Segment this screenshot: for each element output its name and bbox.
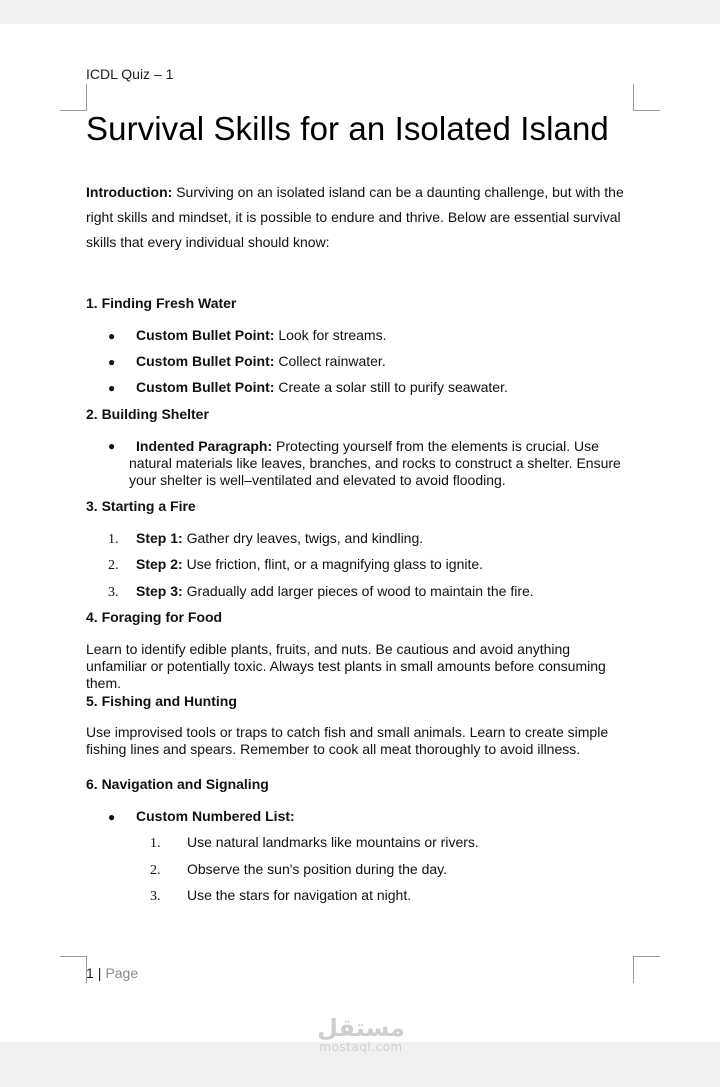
bullet-icon: ● [108,329,116,343]
item-label: Step 2: [136,556,183,572]
item-number: 1. [150,836,161,851]
item-text: Protecting yourself from the elements is crucial. Use natural materials like leaves, branches, and rocks to construct a shelter. Ensure your shelter is well–ventilated and elevated to avoid flooding. [129,438,621,488]
item-number: 3. [108,585,119,600]
bullet-icon: ● [108,381,116,395]
page-title: Survival Skills for an Isolated Island [86,110,609,147]
item-text: Observe the sun's position during the day. [187,861,448,877]
item-text: Use the stars for navigation at night. [187,887,412,903]
section-heading-shelter: 2. Building Shelter [86,406,209,422]
item-label: Custom Numbered List: [136,808,295,824]
page-number: 1 [86,965,94,981]
item-text: Gather dry leaves, twigs, and kindling. [182,530,424,546]
sub-list-item [150,861,447,879]
item-text: Create a solar still to purify seawater. [274,379,508,395]
item-label: Custom Bullet Point: [136,379,275,395]
indented-paragraph [108,438,628,489]
item-label: Custom Bullet Point: [136,327,275,343]
bullet-icon: ● [108,439,116,453]
item-text: Look for streams. [274,327,387,343]
hunting-paragraph: Use improvised tools or traps to catch fish and small animals. Learn to create simple fishing lines and spears. Remember to cook all meat thoroughly to avoid illness. [86,724,609,757]
section-heading-hunting: 5. Fishing and Hunting [86,693,237,709]
bullet-icon: ● [108,810,116,824]
food-paragraph: Learn to identify edible plants, fruits, and nuts. Be cautious and avoid anything unfamiliar or potentially toxic. Always test plants in small amounts before consuming them. [86,641,606,691]
list-item [108,808,295,824]
crop-mark-bottom-right [633,956,660,983]
list-item [108,379,508,395]
item-label: Step 3: [136,583,183,599]
page-label: Page [105,965,139,981]
watermark-logo [316,1016,406,1054]
section-heading-navigation: 6. Navigation and Signaling [86,776,269,792]
intro-paragraph [86,180,634,255]
bullet-icon: ● [108,355,116,369]
item-label: Indented Paragraph: [136,438,273,454]
crop-mark-bottom-left [60,956,87,983]
crop-mark-top-left [60,84,87,111]
item-label: Custom Bullet Point: [136,353,275,369]
item-text: Gradually add larger pieces of wood to maintain the fire. [182,583,534,599]
item-label: Step 1: [136,530,183,546]
list-item [108,583,534,601]
item-number: 2. [108,558,119,573]
watermark-arabic: مستقل [317,1014,405,1042]
sub-list-item [150,887,411,905]
item-number: 1. [108,532,119,547]
section-heading-fire: 3. Starting a Fire [86,498,196,514]
list-item [108,327,386,343]
item-text: Use friction, flint, or a magnifying glass to ignite. [182,556,484,572]
item-number: 2. [150,863,161,878]
page-footer [86,965,138,981]
item-number: 3. [150,889,161,904]
item-text: Collect rainwater. [274,353,386,369]
list-item [108,556,483,574]
footer-separator: | [97,965,102,981]
intro-text: Surviving on an isolated island can be a daunting challenge, but with the right skills and mindset, it is possible to endure and thrive. Below are essential survival skills that every individual should know: [86,184,624,250]
document-page [0,24,720,1042]
section-heading-food: 4. Foraging for Food [86,609,223,625]
watermark-latin: mostaql.com [319,1040,403,1054]
section-heading-water: 1. Finding Fresh Water [86,295,237,311]
sub-list-item [150,834,479,852]
list-item [108,530,423,548]
list-item [108,353,386,369]
page-header: ICDL Quiz – 1 [86,66,174,82]
intro-label: Introduction: [86,184,173,200]
crop-mark-top-right [633,84,660,111]
item-text: Use natural landmarks like mountains or rivers. [187,834,479,850]
